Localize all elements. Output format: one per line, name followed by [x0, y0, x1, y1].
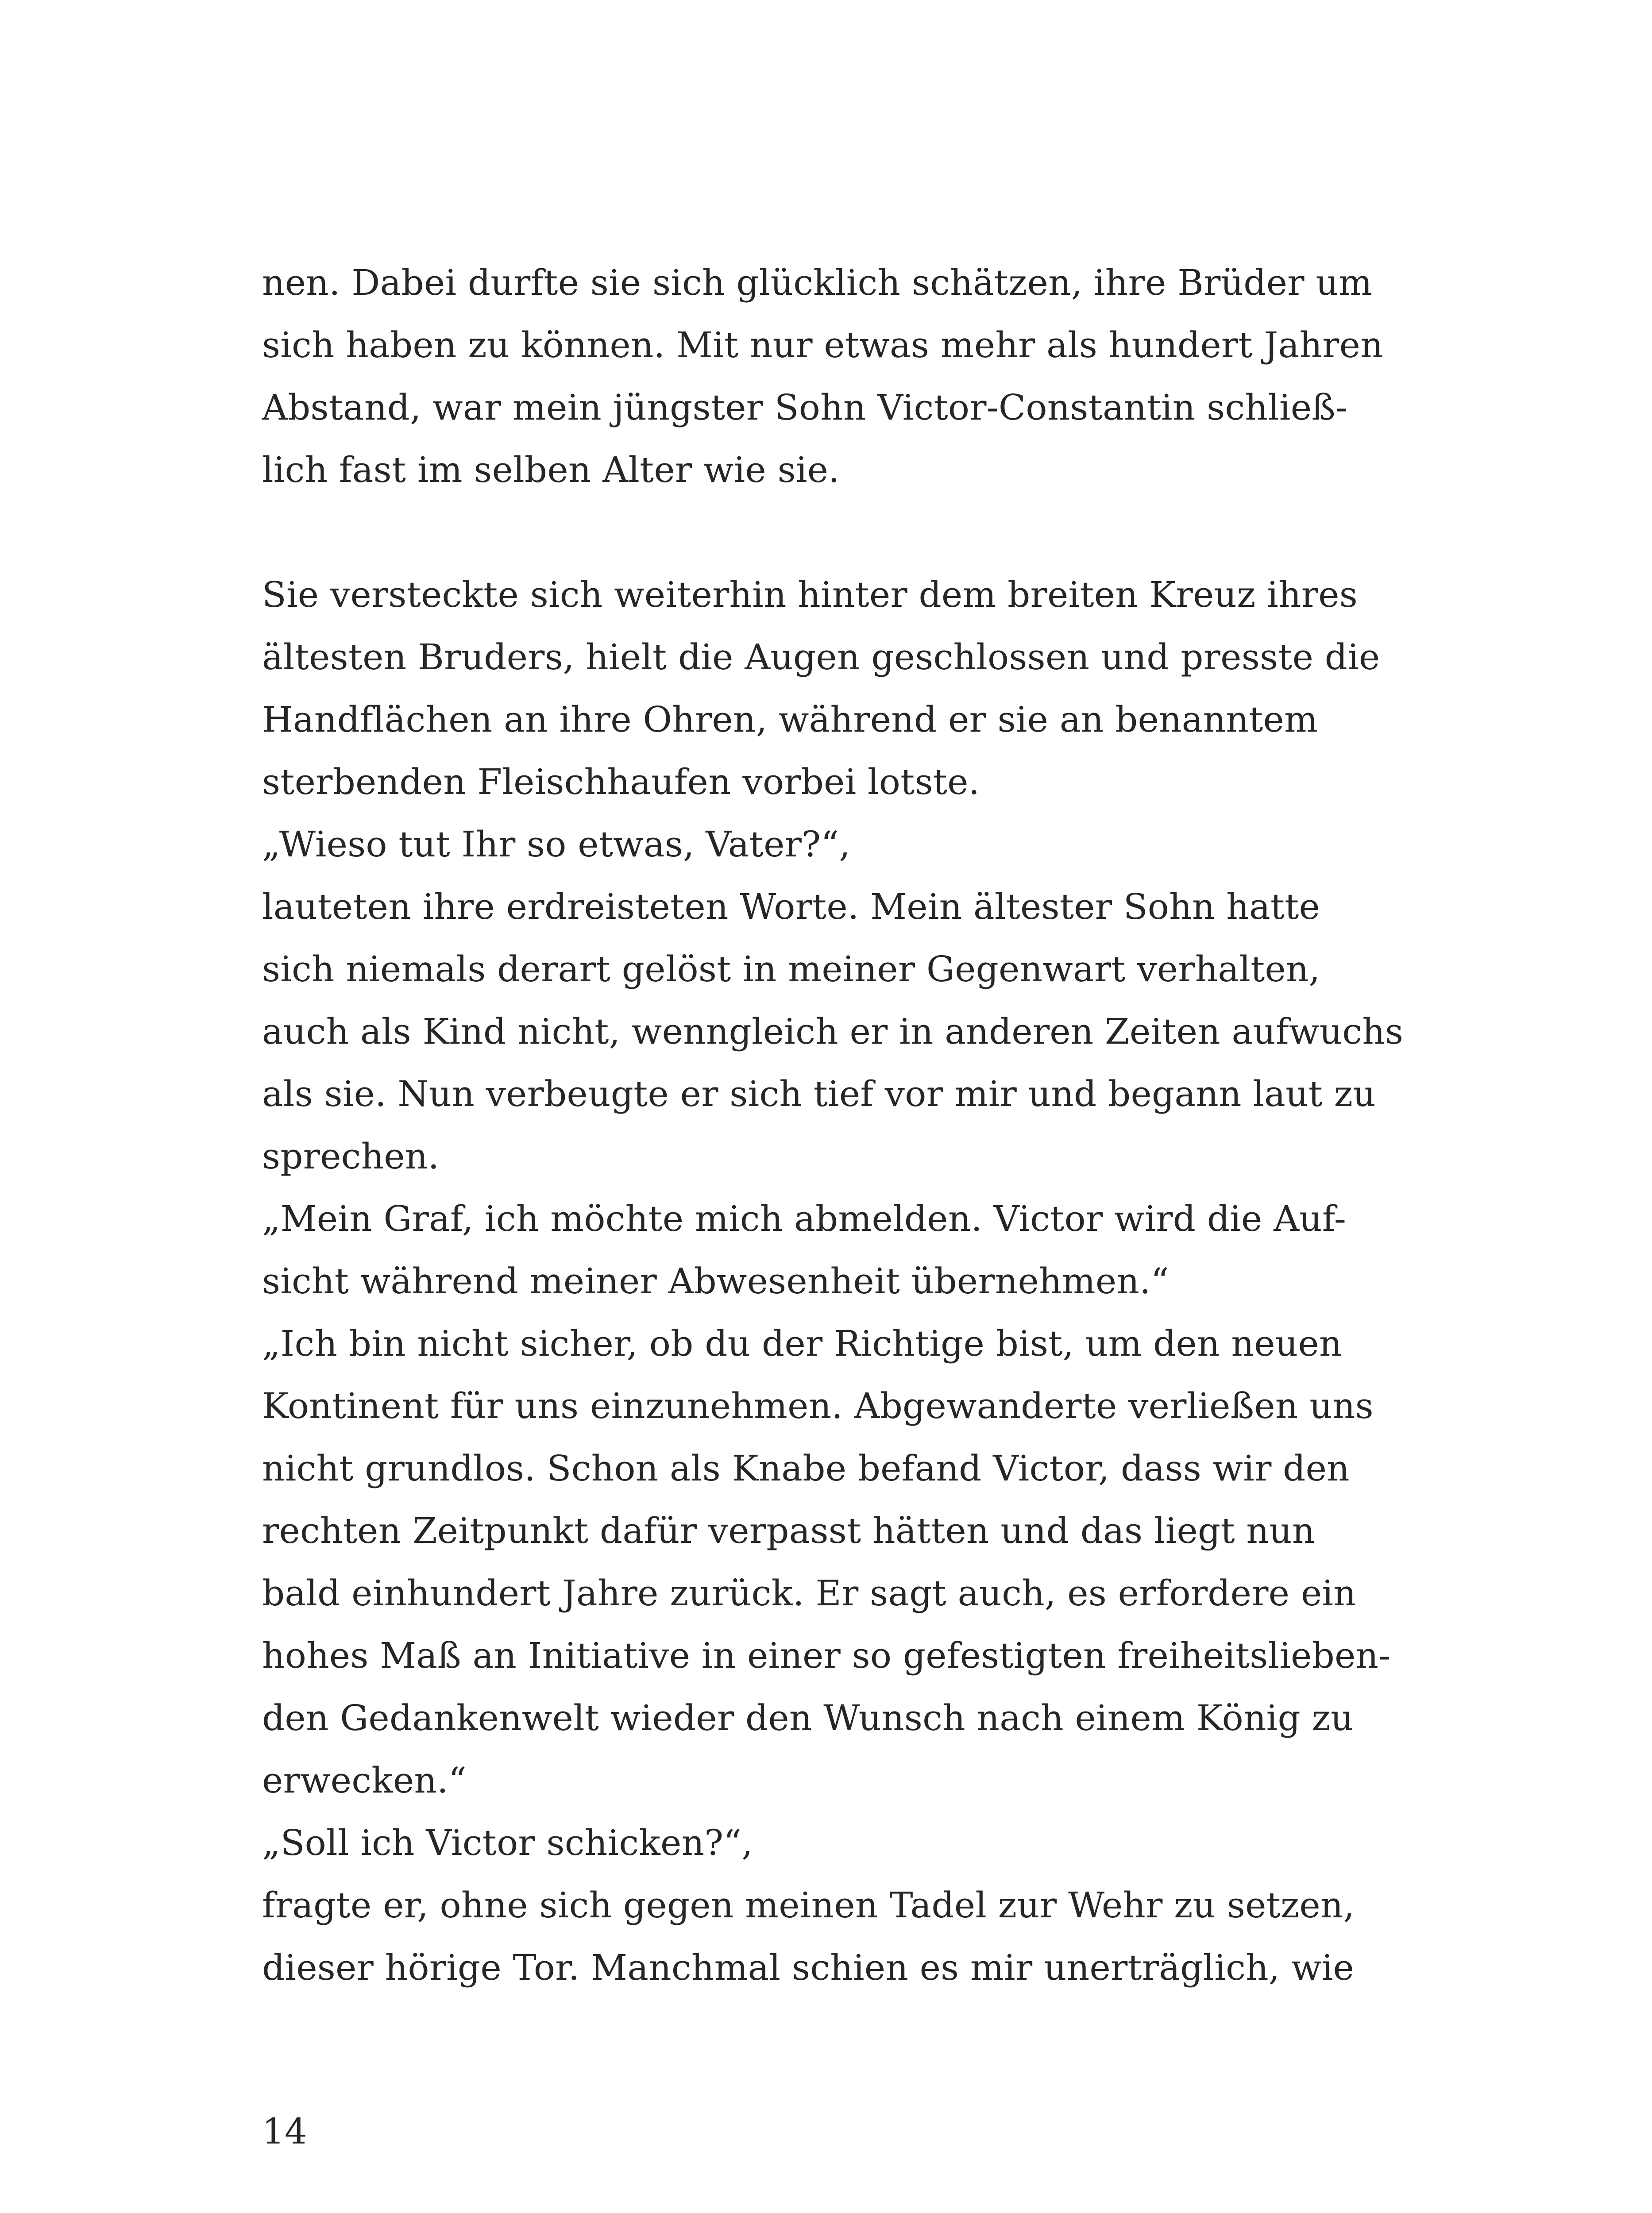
text-line: auch als Kind nicht, wenngleich er in anderen Zeiten aufwuchs: [262, 1011, 1404, 1052]
text-line: Abstand, war mein jüngster Sohn Victor-Constantin schließ-: [262, 387, 1348, 428]
text-line: Handflächen an ihre Ohren, während er sie an benanntem: [262, 699, 1318, 740]
text-line: als sie. Nun verbeugte er sich tief vor mir und begann laut zu: [262, 1073, 1376, 1114]
text-line: rechten Zeitpunkt dafür verpasst hätten und das liegt nun: [262, 1510, 1315, 1551]
text-line: „Mein Graf, ich möchte mich abmelden. Victor wird die Auf-: [262, 1198, 1347, 1239]
text-line: lauteten ihre erdreisteten Worte. Mein ältester Sohn hatte: [262, 886, 1320, 927]
text-line: nicht grundlos. Schon als Knabe befand Victor, dass wir den: [262, 1448, 1350, 1489]
text-line: „Ich bin nicht sicher, ob du der Richtige bist, um den neuen: [262, 1323, 1342, 1364]
text-line: bald einhundert Jahre zurück. Er sagt auch, es erfordere ein: [262, 1573, 1356, 1614]
text-line: nen. Dabei durfte sie sich glücklich schätzen, ihre Brüder um: [262, 262, 1373, 303]
text-line: hohes Maß an Initiative in einer so gefestigten freiheitslieben-: [262, 1635, 1391, 1676]
body-text: [262, 251, 1404, 1999]
text-line: sich haben zu können. Mit nur etwas mehr als hundert Jahren: [262, 324, 1383, 366]
text-line: sicht während meiner Abwesenheit übernehmen.“: [262, 1261, 1169, 1302]
text-line: sterbenden Fleischhaufen vorbei lotste.: [262, 761, 980, 802]
text-line: den Gedankenwelt wieder den Wunsch nach einem König zu: [262, 1697, 1354, 1739]
text-line: Kontinent für uns einzunehmen. Abgewanderte verließen uns: [262, 1385, 1374, 1426]
text-line: lich fast im selben Alter wie sie.: [262, 449, 840, 490]
text-line: dieser hörige Tor. Manchmal schien es mir unerträglich, wie: [262, 1947, 1355, 1988]
text-line: Sie versteckte sich weiterhin hinter dem breiten Kreuz ihres: [262, 574, 1358, 615]
page-number: 14: [262, 2111, 307, 2152]
paragraph-gap: [262, 501, 1378, 563]
text-line: fragte er, ohne sich gegen meinen Tadel zur Wehr zu setzen,: [262, 1885, 1355, 1926]
text-line: ältesten Bruders, hielt die Augen geschlossen und presste die: [262, 636, 1380, 678]
text-line: erwecken.“: [262, 1760, 467, 1801]
paragraph-2: [262, 563, 1404, 1999]
text-line: „Soll ich Victor schicken?“,: [262, 1822, 753, 1863]
text-line: „Wieso tut Ihr so etwas, Vater?“,: [262, 824, 850, 865]
text-line: sich niemals derart gelöst in meiner Gegenwart verhalten,: [262, 948, 1320, 990]
paragraph-1: [262, 251, 1383, 501]
text-line: sprechen.: [262, 1136, 440, 1177]
